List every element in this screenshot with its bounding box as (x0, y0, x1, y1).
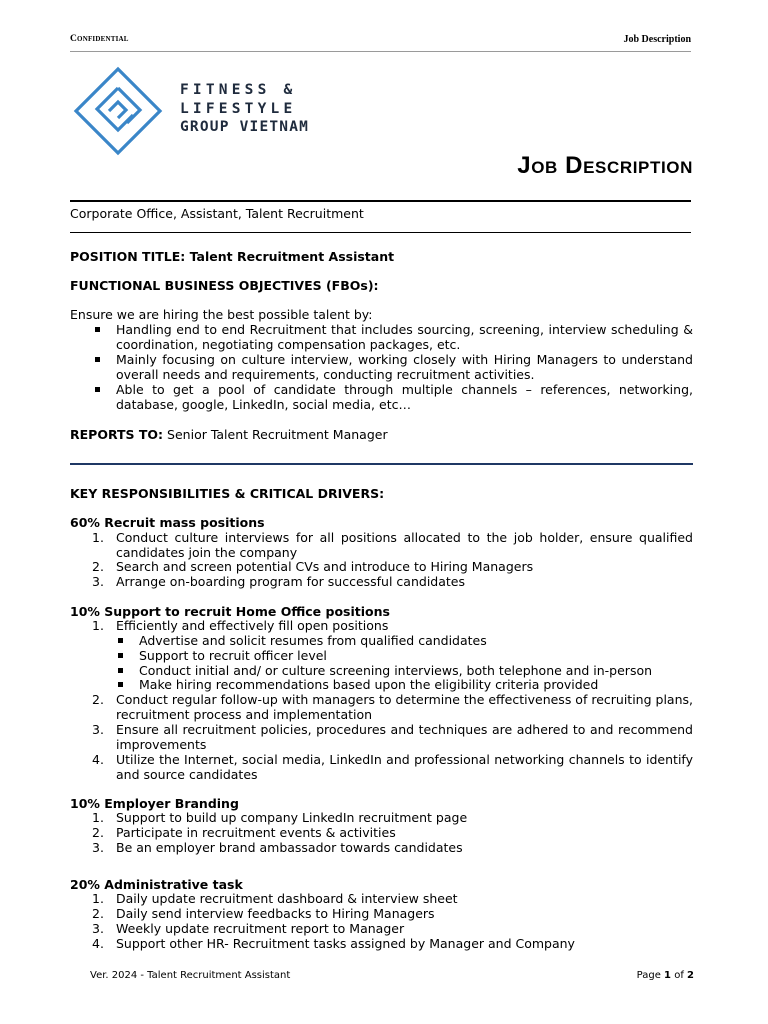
list-number: 1. (92, 530, 104, 545)
document-title: Job Description (517, 152, 693, 179)
position-label: POSITION TITLE: (70, 249, 186, 264)
list-item-text: Participate in recruitment events & activities (116, 825, 396, 840)
page-total: 2 (687, 970, 694, 981)
logo-line-1: FITNESS & (180, 82, 297, 98)
section-heading: 10% Support to recruit Home Office positions (70, 604, 390, 619)
list-item (92, 574, 693, 589)
bullet-icon (118, 638, 123, 643)
logo-diamond-icon (73, 66, 163, 156)
subtitle-rule (70, 232, 691, 233)
list-item-text: Daily update recruitment dashboard & interview sheet (116, 891, 458, 906)
list-item (92, 722, 693, 752)
fbo-heading: FUNCTIONAL BUSINESS OBJECTIVES (FBOs): (70, 278, 379, 293)
list-item (92, 906, 693, 921)
section-heading: 20% Administrative task (70, 877, 243, 892)
reports-to-label: REPORTS TO: (70, 427, 164, 442)
key-responsibilities-heading: KEY RESPONSIBILITIES & CRITICAL DRIVERS: (70, 486, 385, 501)
list-item-text: Support to recruit officer level (139, 648, 327, 663)
list-item (92, 891, 693, 906)
position-title (70, 249, 693, 264)
list-item (116, 352, 693, 382)
footer-page-number (637, 970, 694, 981)
list-item-text: Mainly focusing on culture interview, working closely with Hiring Managers to understand overall needs and requirements, conducting recruitment activities. (116, 352, 693, 382)
list-number: 1. (92, 810, 104, 825)
list-item-text: Be an employer brand ambassador towards candidates (116, 840, 463, 855)
sub-list-item (139, 633, 693, 648)
page-current: 1 (664, 970, 672, 981)
reports-to (70, 427, 693, 442)
list-number: 4. (92, 936, 104, 951)
list-item (92, 840, 693, 855)
title-rule (70, 200, 691, 202)
sub-list-item (139, 648, 693, 663)
list-item (92, 936, 693, 951)
sub-list-item (139, 677, 693, 692)
list-item (92, 618, 693, 633)
sub-list-item (139, 663, 693, 678)
list-item (92, 559, 693, 574)
list-number: 2. (92, 825, 104, 840)
list-item-text: Advertise and solicit resumes from qualified candidates (139, 633, 487, 648)
list-number: 3. (92, 840, 104, 855)
list-number: 4. (92, 752, 104, 767)
list-item-text: Support to build up company LinkedIn recruitment page (116, 810, 468, 825)
position-value: Talent Recruitment Assistant (189, 249, 395, 264)
section-heading: 10% Employer Branding (70, 796, 239, 811)
list-item-text: Daily send interview feedbacks to Hiring Managers (116, 906, 435, 921)
list-number: 2. (92, 692, 104, 707)
section-divider (70, 463, 693, 465)
list-item (92, 921, 693, 936)
logo-line-3: GROUP VIETNAM (180, 119, 310, 135)
footer-version: Ver. 2024 - Talent Recruitment Assistant (90, 970, 291, 981)
list-item-text: Efficiently and effectively fill open positions (116, 618, 389, 633)
list-item (116, 322, 693, 352)
list-item-text: Conduct culture interviews for all positions allocated to the job holder, ensure qualified candidates join the company (116, 530, 693, 560)
header-doc-type: Job Description (623, 34, 691, 45)
logo-wordmark (180, 81, 309, 137)
bullet-icon (118, 682, 123, 687)
list-item-text: Utilize the Internet, social media, LinkedIn and professional networking channels to identify and source candidates (116, 752, 693, 782)
document-subtitle: Corporate Office, Assistant, Talent Recruitment (70, 206, 364, 221)
company-logo (73, 66, 163, 160)
list-item (92, 530, 693, 560)
of-word: of (674, 970, 684, 981)
section-heading: 60% Recruit mass positions (70, 515, 265, 530)
bullet-icon (118, 668, 123, 673)
list-item-text: Conduct regular follow-up with managers to determine the effectiveness of recruiting plans, recruitment process and implementation (116, 692, 693, 722)
list-item-text: Make hiring recommendations based upon the eligibility criteria provided (139, 677, 599, 692)
list-item-text: Conduct initial and/ or culture screening interviews, both telephone and in-person (139, 663, 653, 678)
bullet-icon (118, 653, 123, 658)
list-number: 3. (92, 921, 104, 936)
list-number: 1. (92, 891, 104, 906)
bullet-icon (95, 357, 100, 362)
header-confidential: Confidential (70, 34, 129, 44)
reports-to-value: Senior Talent Recruitment Manager (167, 427, 388, 442)
bullet-icon (95, 387, 100, 392)
fbo-intro: Ensure we are hiring the best possible talent by: (70, 307, 373, 322)
list-number: 2. (92, 559, 104, 574)
list-number: 3. (92, 722, 104, 737)
page-word: Page (636, 970, 661, 981)
list-item-text: Weekly update recruitment report to Manager (116, 921, 405, 936)
list-item-text: Search and screen potential CVs and introduce to Hiring Managers (116, 559, 534, 574)
list-item (116, 382, 693, 412)
list-item-text: Support other HR- Recruitment tasks assigned by Manager and Company (116, 936, 575, 951)
list-item-text: Handling end to end Recruitment that includes sourcing, screening, interview scheduling & coordination, negotiating compensation packages, etc. (116, 322, 693, 352)
header-divider (70, 51, 691, 52)
list-item (92, 752, 693, 782)
list-number: 2. (92, 906, 104, 921)
list-item-text: Arrange on-boarding program for successful candidates (116, 574, 465, 589)
list-item (92, 692, 693, 722)
list-item (92, 825, 693, 840)
list-item-text: Ensure all recruitment policies, procedures and techniques are adhered to and recommend improvements (116, 722, 693, 752)
list-item-text: Able to get a pool of candidate through multiple channels – references, networking, database, google, LinkedIn, social media, etc… (116, 382, 693, 412)
bullet-icon (95, 327, 100, 332)
list-number: 3. (92, 574, 104, 589)
list-number: 1. (92, 618, 104, 633)
logo-line-2: LIFESTYLE (180, 100, 297, 117)
list-item (92, 810, 693, 825)
